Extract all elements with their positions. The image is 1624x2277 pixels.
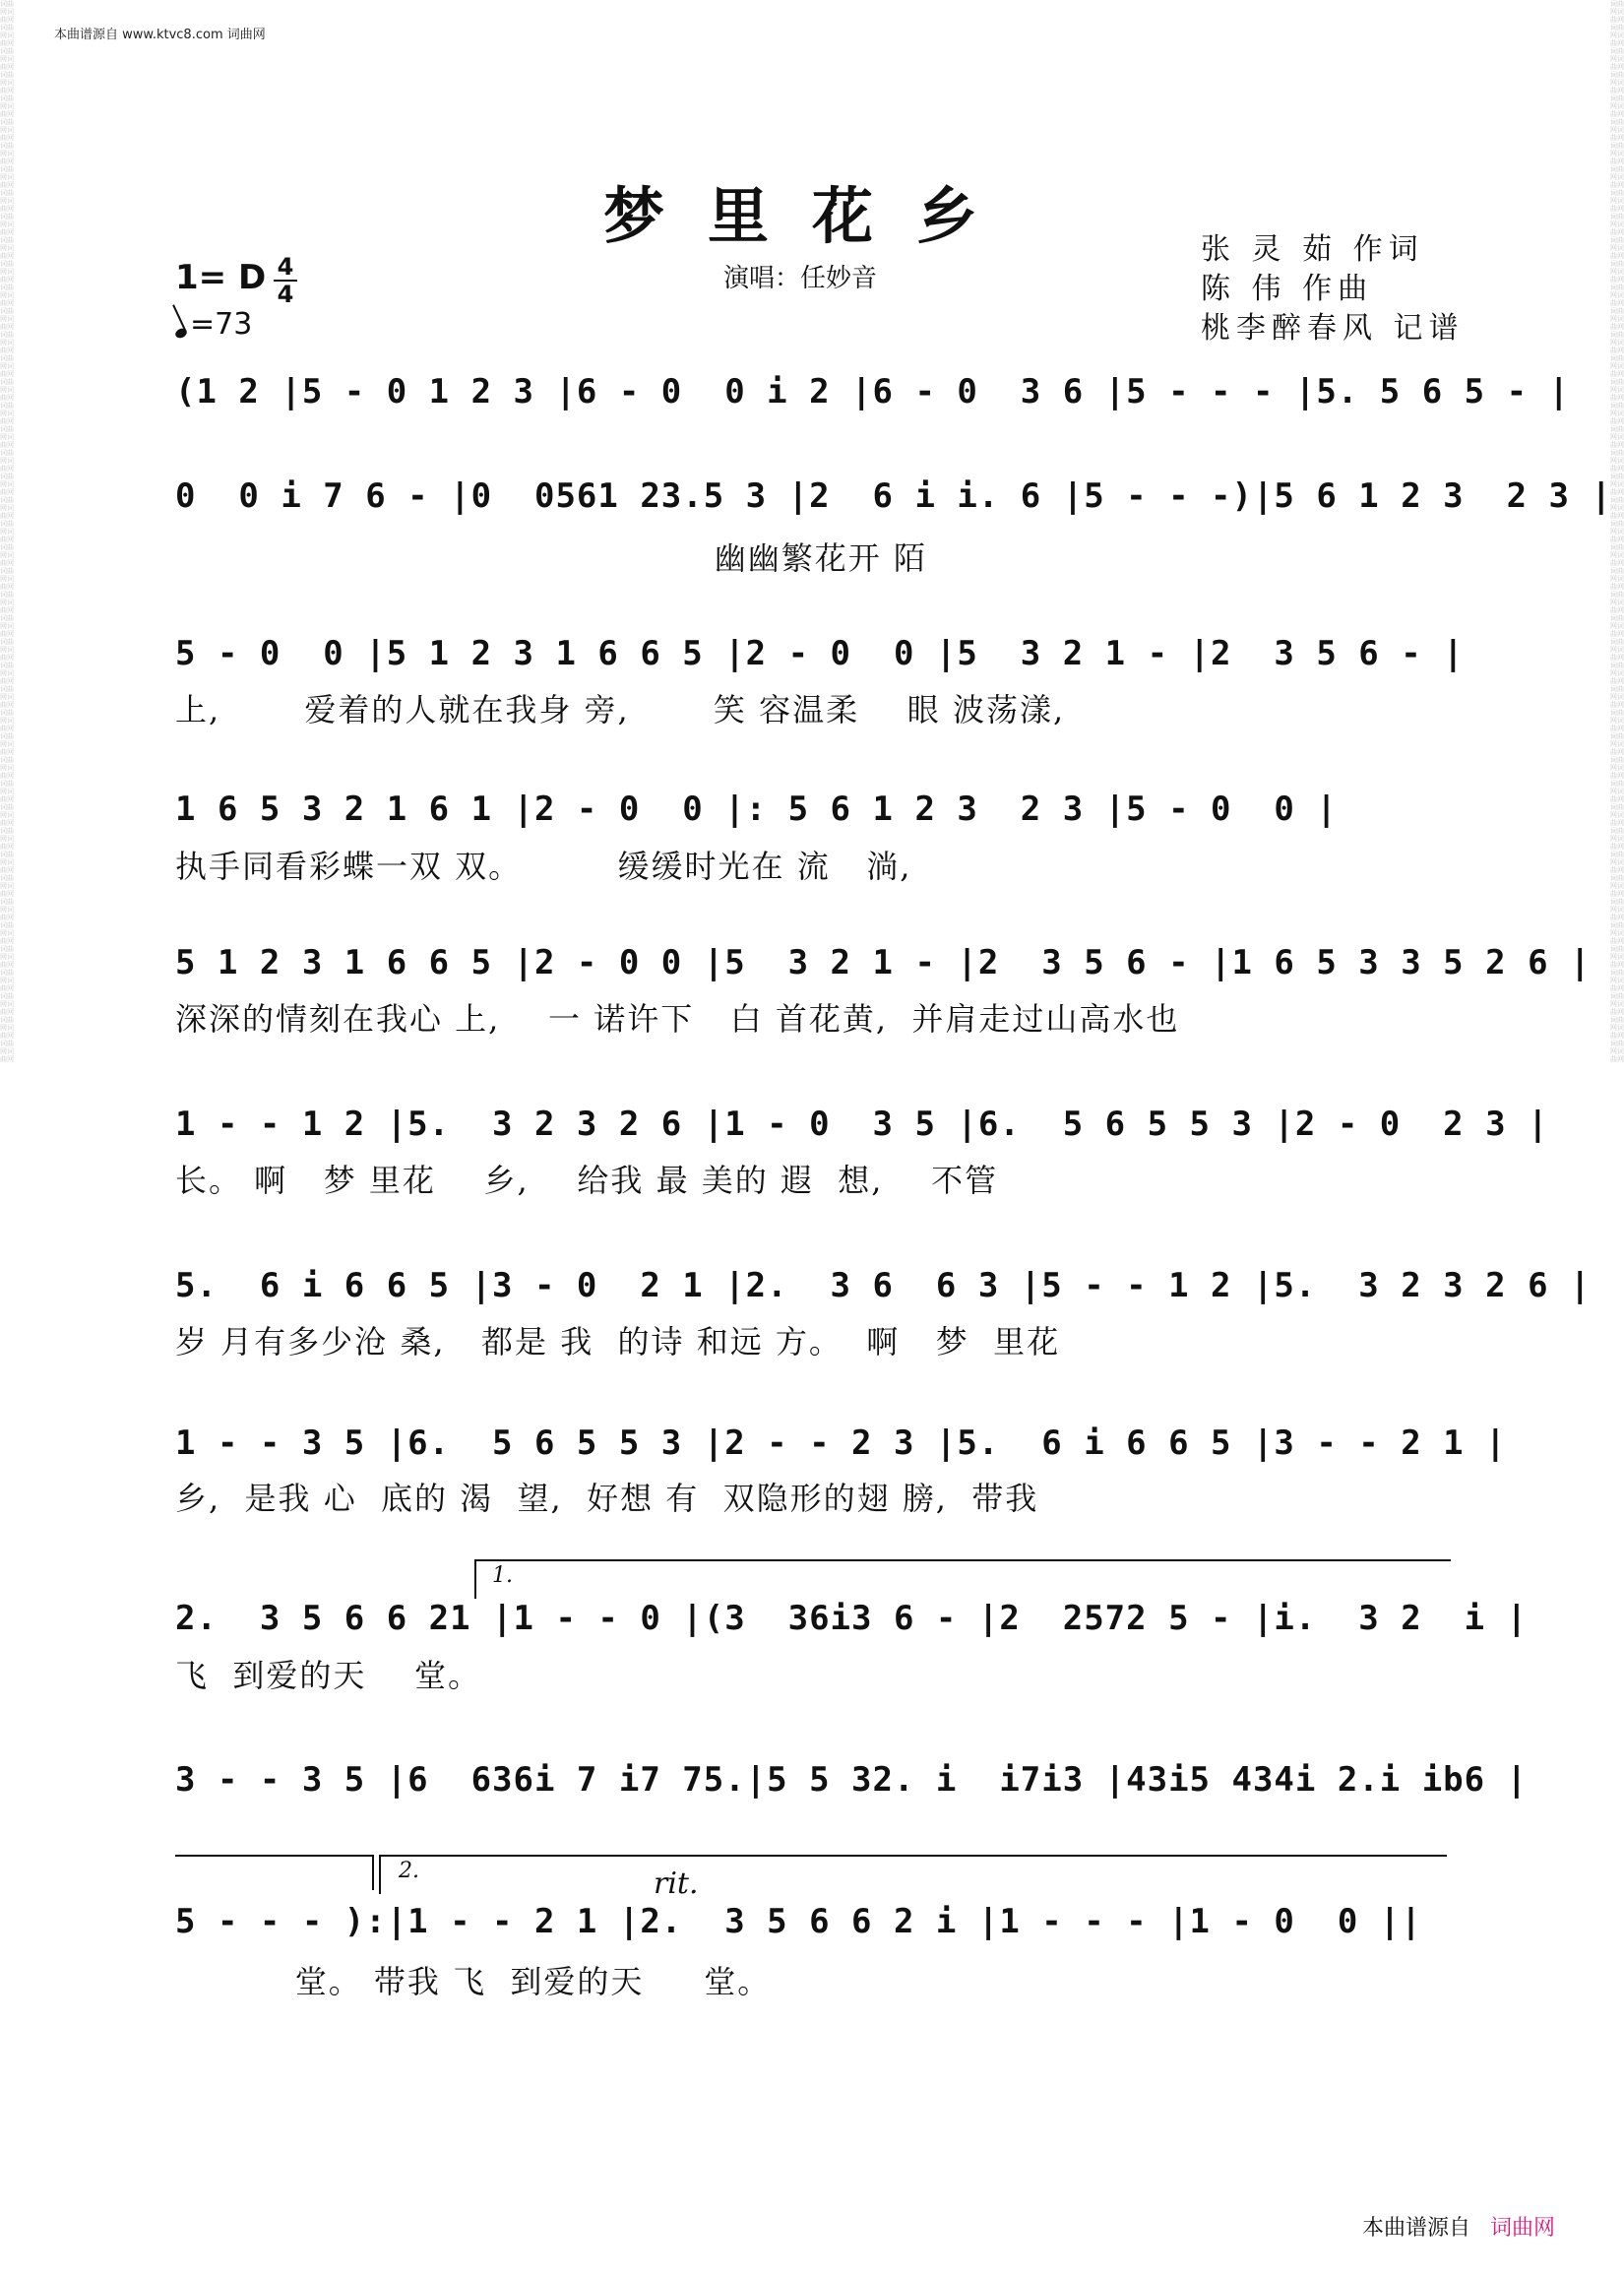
ritardando-marking: rit.	[654, 1866, 699, 1901]
second-ending-bracket-left	[379, 1855, 381, 1894]
score-line-10-music: 3 - - 3 5 |6 636i 7 i7 75.|5 5 32. i i7i3 |43i5 434i 2.i ib6 |	[175, 1760, 1529, 1800]
score-line-5-music: 5 1 2 3 1 6 6 5 |2 - 0 0 |5 3 2 1 - |2 3 5 6 - |1 6 5 3 3 5 2 6 |	[175, 943, 1592, 982]
score-line-11-music: 5 - - - ):|1 - - 2 1 |2. 3 5 6 6 2 i |1 - - - |1 - 0 0 ||	[175, 1902, 1422, 1941]
tempo-marking: =73	[175, 307, 252, 342]
second-ending-bracket	[379, 1855, 1447, 1857]
footer-site-link[interactable]: 词曲网	[1490, 2216, 1556, 2241]
transcriber-credit: 桃李醉春风 记谱	[1201, 311, 1465, 346]
quarter-note-icon	[174, 327, 189, 340]
time-signature-bottom: 4	[277, 281, 294, 308]
score-line-1-music: (1 2 |5 - 0 1 2 3 |6 - 0 0 i 2 |6 - 0 3 6 |5 - - - |5. 5 6 5 - |	[175, 372, 1571, 411]
song-title: 梦里花乡	[602, 180, 1021, 252]
composer-credit: 陈 伟 作曲	[1201, 272, 1374, 306]
first-ending-bracket-left	[474, 1559, 476, 1599]
first-ending-continuation	[175, 1855, 374, 1857]
score-line-9-lyrics: 飞 到爱的天 堂。	[175, 1657, 482, 1694]
score-line-4-music: 1 6 5 3 2 1 6 1 |2 - 0 0 |: 5 6 1 2 3 2 3 |5 - 0 0 |	[175, 790, 1338, 829]
score-line-8-lyrics: 乡, 是我 心 底的 渴 望, 好想 有 双隐形的翅 膀, 带我	[175, 1480, 1039, 1517]
score-line-6-music: 1 - - 1 2 |5. 3 2 3 2 6 |1 - 0 3 5 |6. 5 6 5 5 3 |2 - 0 2 3 |	[175, 1105, 1549, 1144]
time-signature-top: 4	[274, 254, 297, 282]
lyricist-credit: 张 灵 茹 作词	[1201, 232, 1424, 267]
score-line-11-lyrics: 堂。 带我 飞 到爱的天 堂。	[175, 1963, 772, 2000]
score-line-9-music: 2. 3 5 6 6 21 |1 - - 0 |(3 36i3 6 - |2 2572 5 - |i. 3 2 i |	[175, 1599, 1529, 1638]
footer-source	[1362, 2211, 1555, 2242]
score-line-2-lyrics: 幽幽繁花开 陌	[175, 539, 927, 577]
footer-source-label: 本曲谱源自	[1362, 2216, 1471, 2241]
second-ending-label: 2.	[399, 1859, 419, 1883]
first-ending-label: 1.	[492, 1563, 513, 1588]
first-ending-bracket	[474, 1559, 1451, 1561]
side-watermark-left: 词曲网词曲网词曲网词曲网词曲网词曲网词曲网词曲网词曲网词曲网词曲网词曲网词曲网词曲网词曲网词曲网词曲网词曲网词曲网词曲网词曲网词曲网词曲网词曲网词曲网词曲网词曲网词曲网词曲网词曲网词曲网词曲网词曲网词曲网词曲网词曲网词曲网词曲网词曲网词曲网词曲网词曲网词曲网词曲网词曲网词曲网词曲网词曲网词曲网词曲网词曲网词曲网词曲网词曲网词曲网词曲网词曲网词曲网词曲网词曲网词曲网词曲网词曲网词曲网词曲网词曲网词曲网词曲网词曲网词曲网词曲网词曲网词曲网词曲网词曲网词曲网词曲网词曲网词曲网词曲网词曲网词曲网词曲网词曲网词曲网词曲网词曲网词曲网词曲网词曲网	[0, 0, 14, 1063]
score-line-7-music: 5. 6 i 6 6 5 |3 - 0 2 1 |2. 3 6 6 3 |5 - - 1 2 |5. 3 2 3 2 6 |	[175, 1266, 1592, 1305]
score-line-7-lyrics: 岁 月有多少沧 桑, 都是 我 的诗 和远 方。 啊 梦 里花	[175, 1323, 1061, 1360]
score-line-3-music: 5 - 0 0 |5 1 2 3 1 6 6 5 |2 - 0 0 |5 3 2 1 - |2 3 5 6 - |	[175, 634, 1465, 673]
score-line-2-music: 0 0 i 7 6 - |0 0561 23.5 3 |2 6 i i. 6 |5 - - -)|5 6 1 2 3 2 3 |	[175, 476, 1612, 516]
score-line-4-lyrics: 执手同看彩蝶一双 双。 缓缓时光在 流 淌,	[175, 848, 912, 885]
score-line-3-lyrics: 上, 爱着的人就在我身 旁, 笑 容温柔 眼 波荡漾,	[175, 691, 1066, 728]
first-ending-continuation-end	[372, 1855, 374, 1890]
score-line-5-lyrics: 深深的情刻在我心 上, 一 诺许下 白 首花黄, 并肩走过山高水也	[175, 1000, 1180, 1038]
score-line-8-music: 1 - - 3 5 |6. 5 6 5 5 3 |2 - - 2 3 |5. 6 i 6 6 5 |3 - - 2 1 |	[175, 1423, 1507, 1463]
singer-credit: 演唱：任妙音	[723, 264, 878, 293]
key-signature: 1= D	[175, 258, 267, 297]
time-signature	[274, 254, 297, 307]
source-header: 本曲谱源自 www.ktvc8.com 词曲网	[54, 28, 266, 42]
score-line-6-lyrics: 长。 啊 梦 里花 乡, 给我 最 美的 遐 想, 不管	[175, 1162, 999, 1199]
side-watermark-right: 词曲网词曲网词曲网词曲网词曲网词曲网词曲网词曲网词曲网词曲网词曲网词曲网词曲网词曲网词曲网词曲网词曲网词曲网词曲网词曲网词曲网词曲网词曲网词曲网词曲网词曲网词曲网词曲网词曲网词曲网词曲网词曲网词曲网词曲网词曲网词曲网词曲网词曲网词曲网词曲网词曲网词曲网词曲网词曲网词曲网词曲网词曲网词曲网词曲网词曲网词曲网词曲网词曲网词曲网词曲网词曲网词曲网词曲网词曲网词曲网词曲网词曲网词曲网词曲网词曲网词曲网词曲网词曲网词曲网词曲网词曲网词曲网词曲网词曲网词曲网词曲网词曲网词曲网词曲网词曲网词曲网词曲网词曲网词曲网词曲网词曲网词曲网词曲网词曲网词曲网	[1610, 0, 1624, 1063]
